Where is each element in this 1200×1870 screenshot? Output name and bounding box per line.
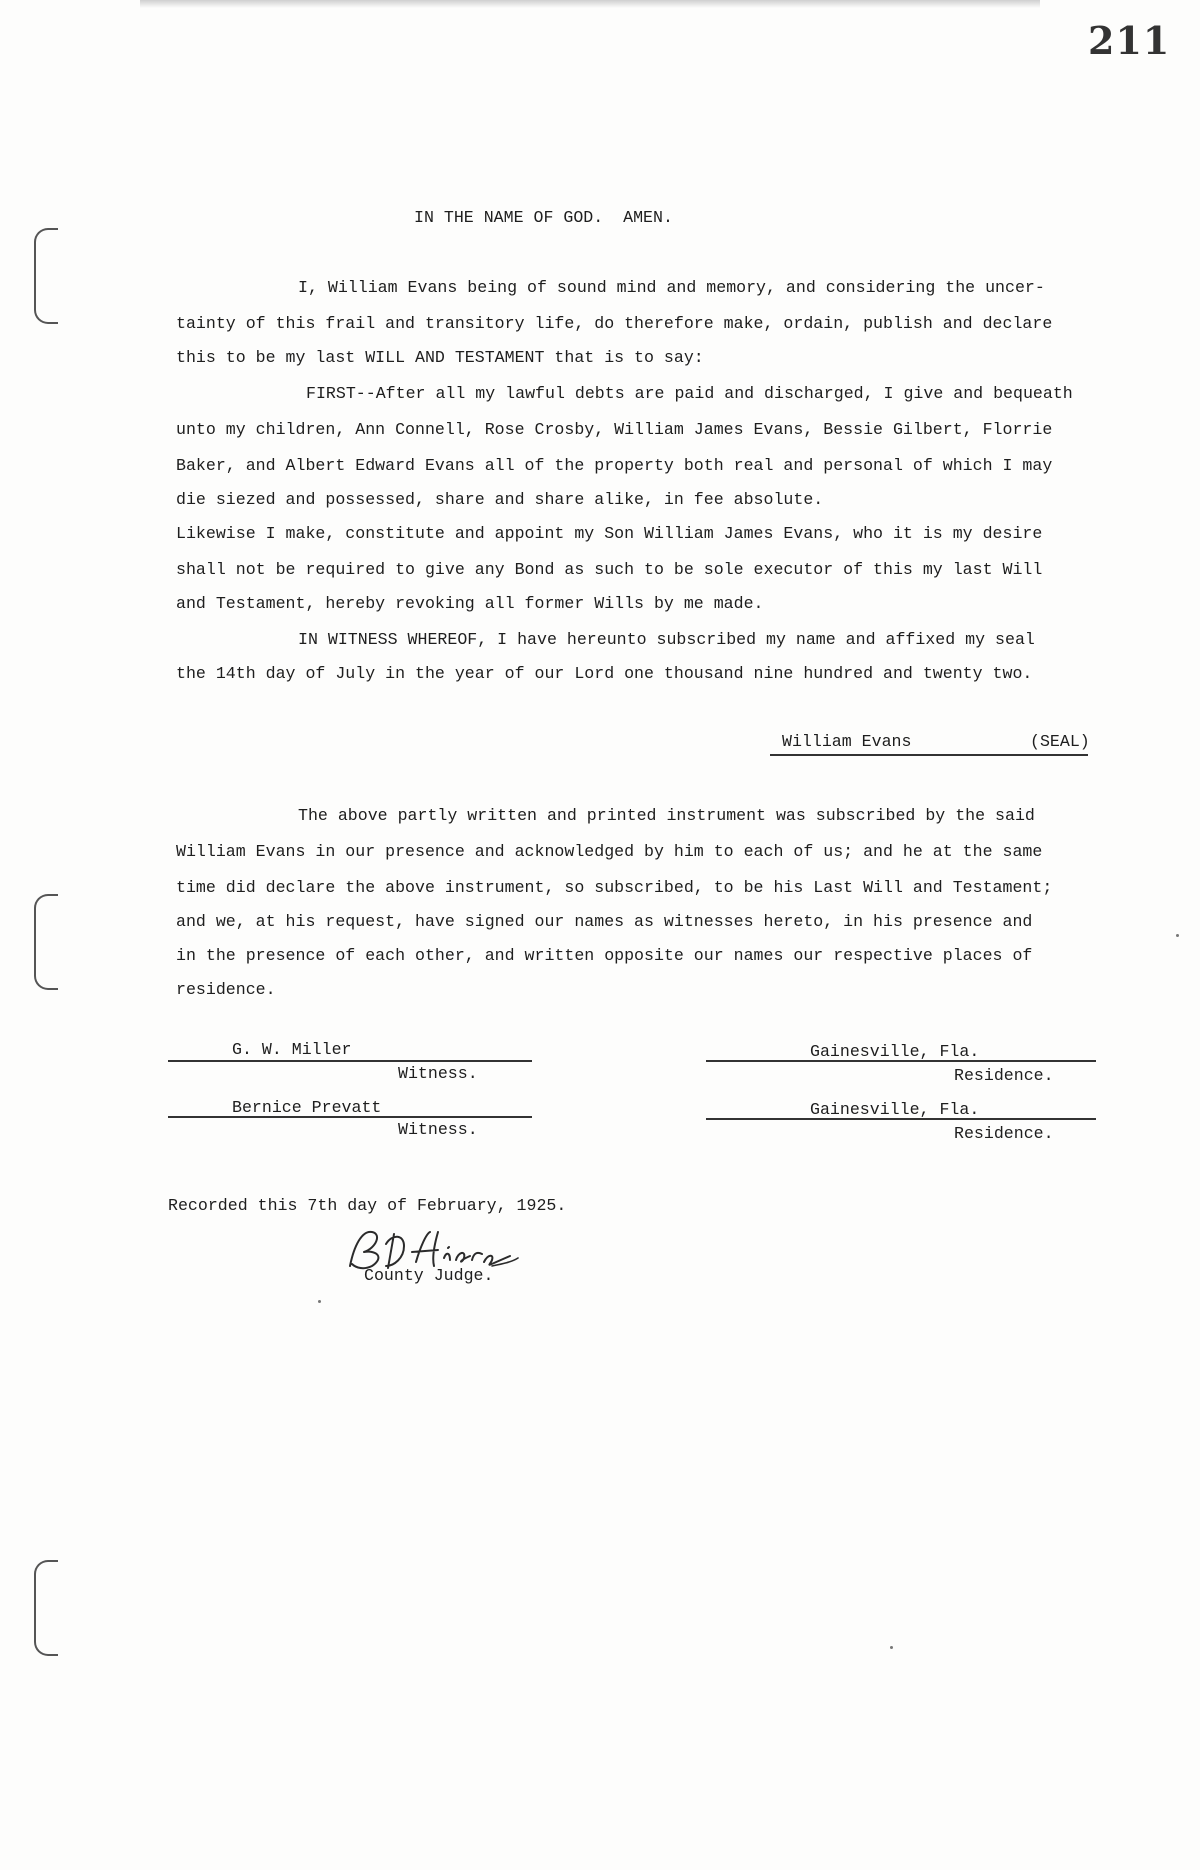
- paper-speck: [1176, 934, 1179, 937]
- attestation-line: in the presence of each other, and written opposite our names our respective places of: [176, 946, 1033, 965]
- witness-name: Bernice Prevatt: [232, 1098, 382, 1117]
- body-line: shall not be required to give any Bond as such to be sole executor of this my last Will: [176, 560, 1043, 579]
- body-line: unto my children, Ann Connell, Rose Crosby, William James Evans, Bessie Gilbert, Florrie: [176, 420, 1053, 439]
- witness-signature-rule: [168, 1060, 532, 1062]
- attestation-line: William Evans in our presence and acknowledged by him to each of us; and he at the same: [176, 842, 1043, 861]
- witness-label: Witness.: [398, 1120, 478, 1139]
- body-line: this to be my last WILL AND TESTAMENT that is to say:: [176, 348, 704, 367]
- body-line: I, William Evans being of sound mind and memory, and considering the uncer-: [298, 278, 1045, 297]
- testator-name: William Evans: [782, 732, 912, 751]
- body-line: Baker, and Albert Edward Evans all of the property both real and personal of which I may: [176, 456, 1053, 475]
- residence-label: Residence.: [954, 1066, 1054, 1085]
- attestation-line: time did declare the above instrument, so subscribed, to be his Last Will and Testament;: [176, 878, 1053, 897]
- page-number: 211: [1088, 18, 1171, 63]
- binder-hole: [34, 1560, 58, 1656]
- witness-residence: Gainesville, Fla.: [810, 1042, 980, 1061]
- witness-residence: Gainesville, Fla.: [810, 1100, 980, 1119]
- body-line: tainty of this frail and transitory life, do therefore make, ordain, publish and declare: [176, 314, 1053, 333]
- attestation-line: The above partly written and printed instrument was subscribed by the said: [298, 806, 1035, 825]
- witness-label: Witness.: [398, 1064, 478, 1083]
- body-line: the 14th day of July in the year of our Lord one thousand nine hundred and twenty two.: [176, 664, 1033, 683]
- attestation-line: and we, at his request, have signed our names as witnesses hereto, in his presence and: [176, 912, 1033, 931]
- residence-rule: [706, 1118, 1096, 1120]
- residence-rule: [706, 1060, 1096, 1062]
- paper-speck: [890, 1646, 893, 1649]
- witness-signature-rule: [168, 1116, 532, 1118]
- recording-statement: Recorded this 7th day of February, 1925.: [168, 1196, 567, 1215]
- judge-title: County Judge.: [364, 1266, 494, 1285]
- binder-hole: [34, 228, 58, 324]
- paper-speck: [318, 1300, 321, 1303]
- body-line: die siezed and possessed, share and share alike, in fee absolute.: [176, 490, 824, 509]
- body-line: IN WITNESS WHEREOF, I have hereunto subscribed my name and affixed my seal: [298, 630, 1035, 649]
- attestation-line: residence.: [176, 980, 276, 999]
- body-line: FIRST--After all my lawful debts are paid and discharged, I give and bequeath: [306, 384, 1073, 403]
- seal-label: (SEAL): [1030, 732, 1090, 751]
- body-line: and Testament, hereby revoking all former Wills by me made.: [176, 594, 764, 613]
- witness-name: G. W. Miller: [232, 1040, 352, 1059]
- binder-hole: [34, 894, 58, 990]
- body-line: Likewise I make, constitute and appoint my Son William James Evans, who it is my desire: [176, 524, 1043, 543]
- residence-label: Residence.: [954, 1124, 1054, 1143]
- document-heading: IN THE NAME OF GOD. AMEN.: [414, 208, 673, 227]
- testator-signature-rule: [770, 754, 1088, 756]
